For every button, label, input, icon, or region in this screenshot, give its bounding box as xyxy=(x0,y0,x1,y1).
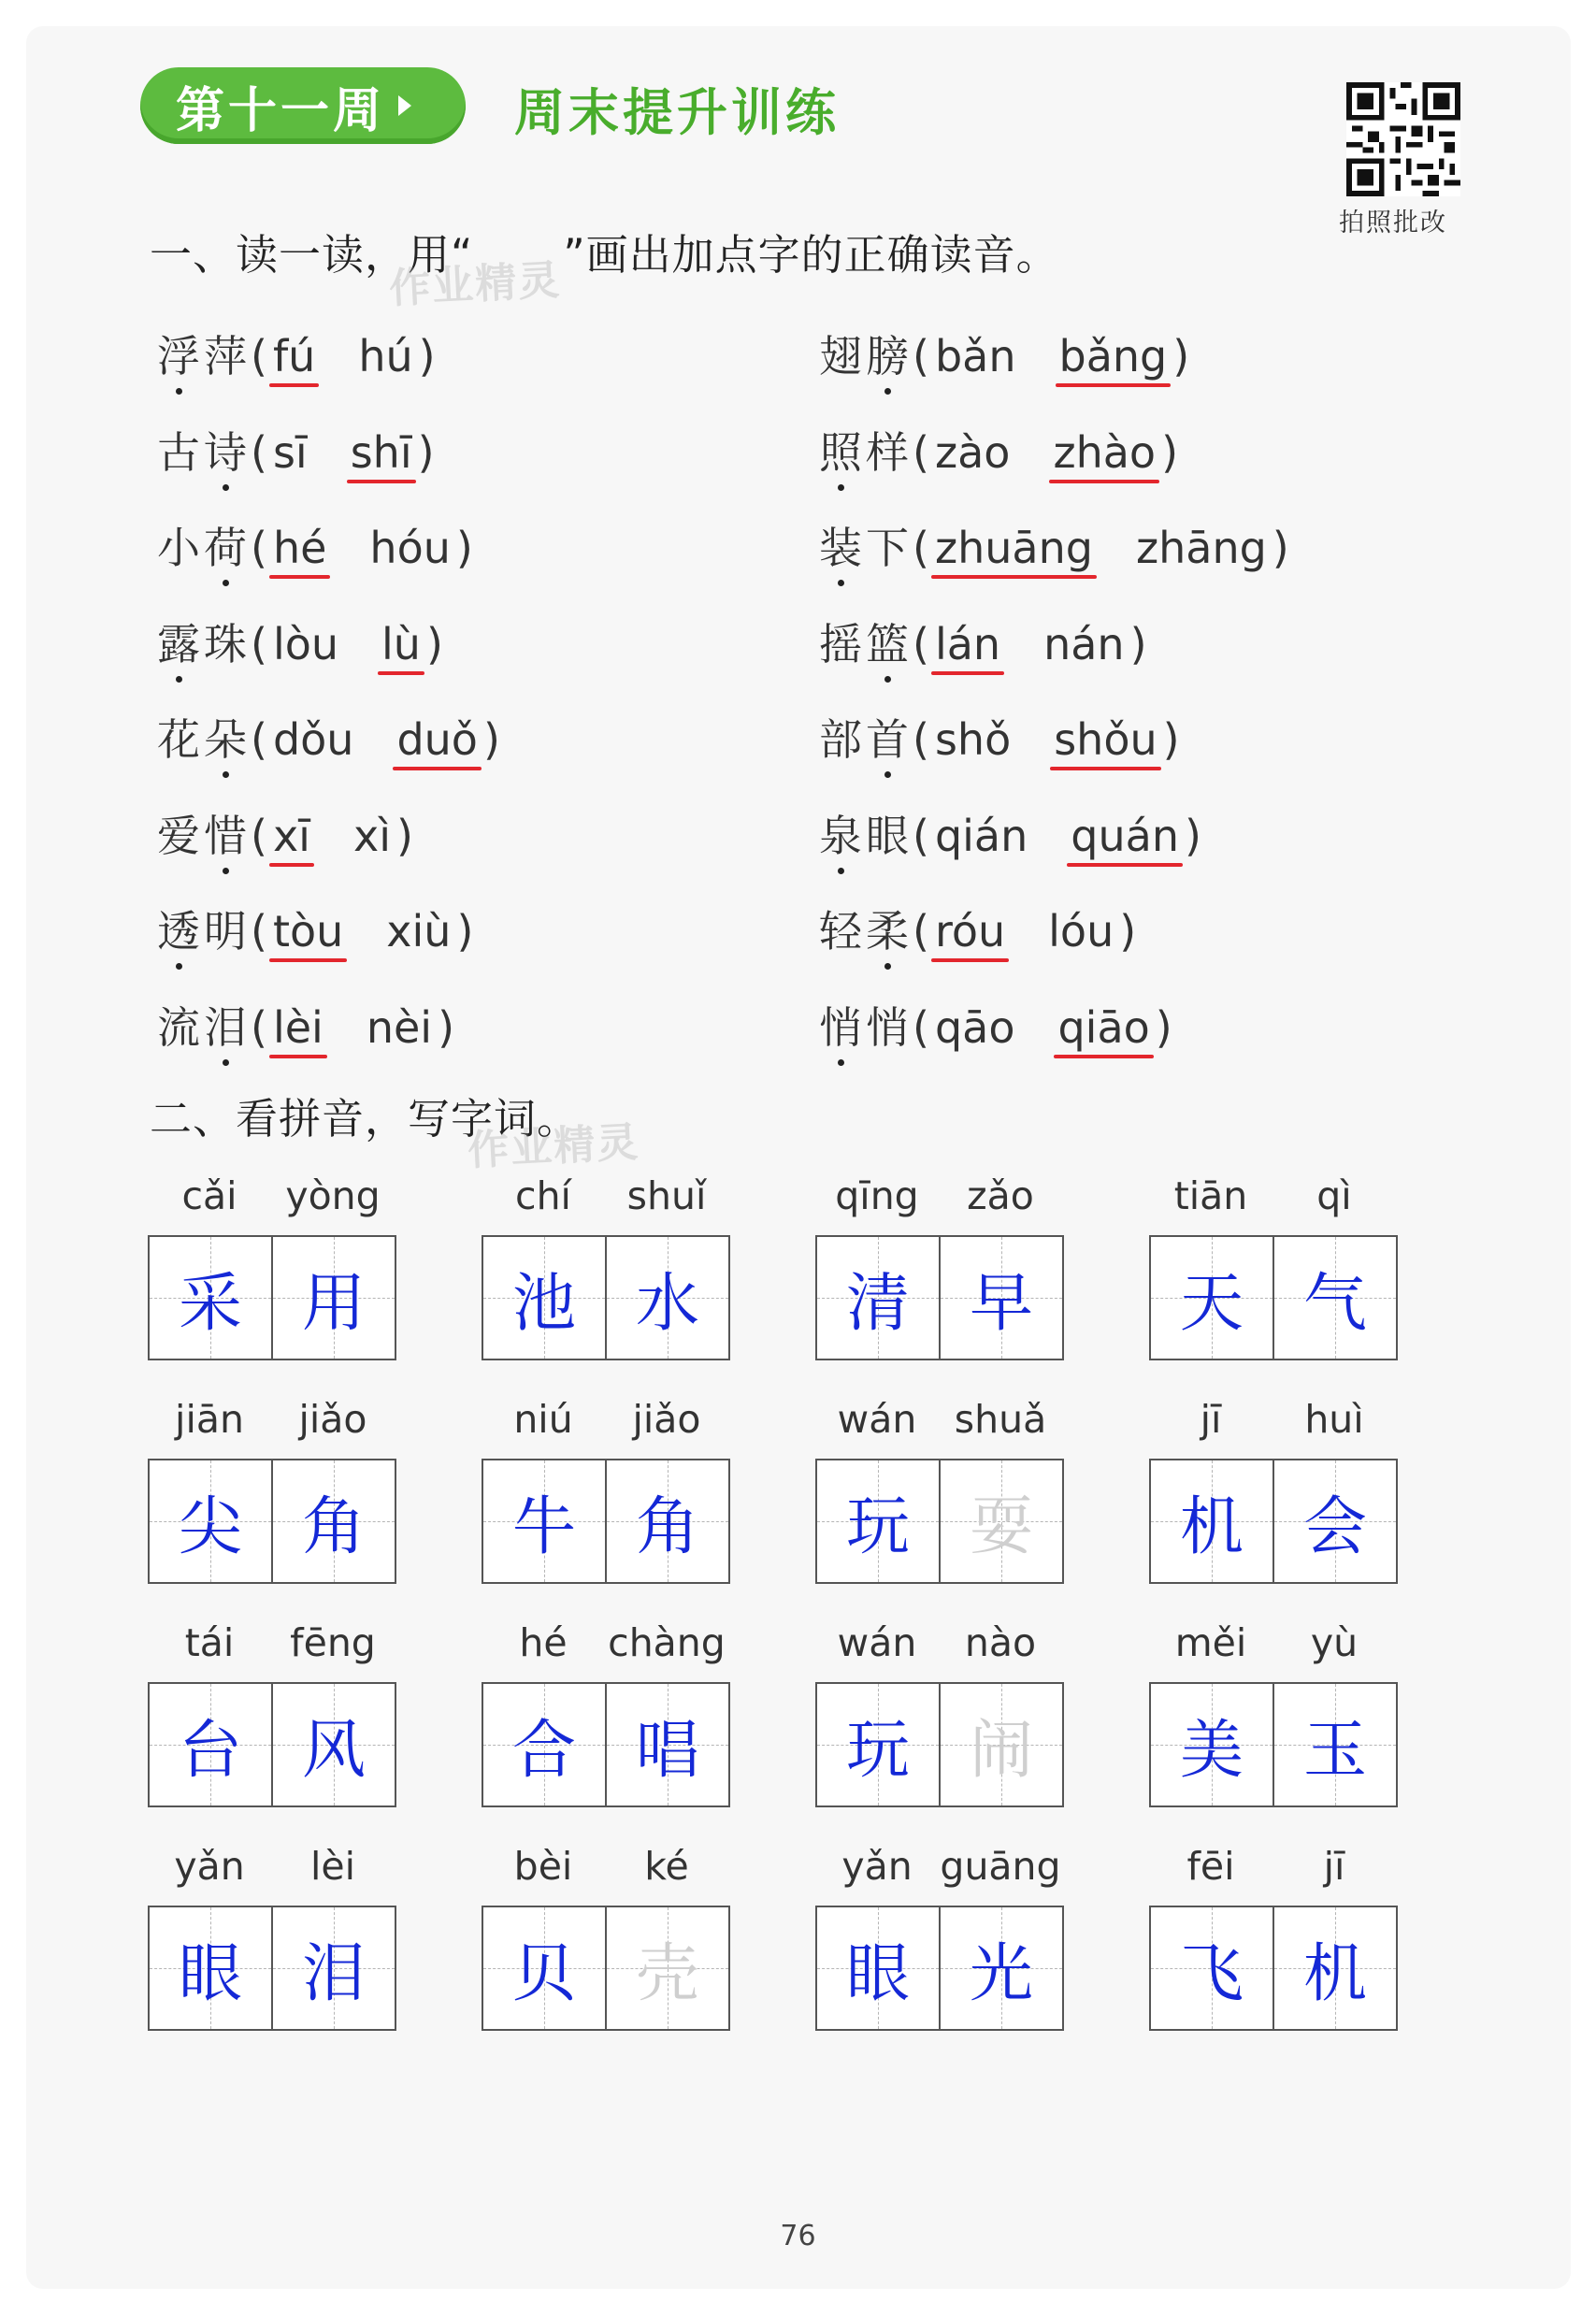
tianzige-boxes xyxy=(815,1459,1064,1584)
answer-char-box[interactable] xyxy=(1272,1237,1396,1359)
section-2-heading: 二、看拼音，写字词。 xyxy=(150,1094,581,1144)
paren-open: ( xyxy=(251,618,267,669)
answer-char-box[interactable] xyxy=(483,1237,605,1359)
paren-open: ( xyxy=(251,810,267,861)
paren-open: ( xyxy=(913,618,929,669)
pinyin-label: yǎn xyxy=(841,1844,913,1889)
answer-char-box[interactable] xyxy=(817,1460,939,1582)
paren-close: ) xyxy=(395,810,413,861)
item-word: 浮萍 xyxy=(157,331,251,381)
section-1-heading xyxy=(150,221,1059,281)
watermark-2: 作业精灵 xyxy=(467,1118,641,1175)
play-arrow-icon xyxy=(398,95,411,116)
pinyin-label: lèi xyxy=(309,1844,355,1889)
pinyin-label: bèi xyxy=(513,1844,573,1889)
pinyin-row xyxy=(1149,1397,1396,1444)
paren-open: ( xyxy=(913,810,929,861)
paren-open: ( xyxy=(251,714,267,765)
answer-char-box[interactable] xyxy=(1151,1684,1272,1805)
emphasis-dot xyxy=(838,580,844,586)
pinyin-label: chí xyxy=(515,1173,571,1218)
answer-char-box[interactable] xyxy=(271,1460,395,1582)
pinyin-option[interactable]: hú xyxy=(358,331,413,381)
answer-char-box[interactable] xyxy=(605,1460,728,1582)
paren-close: ) xyxy=(1272,523,1289,573)
written-character: 眼 xyxy=(178,1936,242,2011)
week-badge xyxy=(140,67,466,144)
pinyin-option[interactable]: qián xyxy=(934,810,1028,861)
answer-char-box[interactable] xyxy=(1272,1460,1396,1582)
answer-char-box[interactable] xyxy=(939,1907,1062,2029)
written-character: 气 xyxy=(1302,1266,1367,1341)
answer-char-box[interactable] xyxy=(1151,1237,1272,1359)
tianzige-boxes xyxy=(482,1235,730,1360)
paren-open: ( xyxy=(251,1001,267,1053)
paren-open: ( xyxy=(913,714,929,765)
answer-char-box[interactable] xyxy=(483,1684,605,1805)
pinyin-choice-item xyxy=(819,706,1180,768)
pinyin-label: chàng xyxy=(608,1620,726,1665)
item-word: 翅膀 xyxy=(819,331,913,381)
written-character: 唱 xyxy=(635,1713,699,1788)
answer-char-box[interactable] xyxy=(150,1237,271,1359)
pinyin-label: wán xyxy=(837,1620,917,1665)
correct-pinyin-option[interactable]: tòu xyxy=(272,906,344,957)
pinyin-label: huì xyxy=(1304,1397,1364,1442)
paren-open: ( xyxy=(913,426,929,478)
pinyin-option[interactable]: nèi xyxy=(366,1001,433,1053)
pinyin-row xyxy=(815,1397,1062,1444)
pinyin-choice-item xyxy=(157,706,500,768)
answer-char-box[interactable] xyxy=(939,1237,1062,1359)
pinyin-label: tái xyxy=(184,1620,235,1665)
pinyin-option[interactable]: zào xyxy=(934,426,1011,478)
answer-char-box[interactable] xyxy=(483,1907,605,2029)
pinyin-choice-item xyxy=(819,323,1189,384)
tracing-char-box[interactable] xyxy=(939,1684,1062,1805)
answer-char-box[interactable] xyxy=(1272,1907,1396,2029)
pinyin-choice-item xyxy=(157,323,436,384)
item-word: 古诗 xyxy=(157,427,251,478)
written-character: 眼 xyxy=(845,1936,910,2011)
pinyin-label: jiǎo xyxy=(632,1397,701,1442)
pinyin-option[interactable]: lóu xyxy=(1048,906,1114,957)
written-character: 机 xyxy=(1179,1489,1244,1564)
tianzige-boxes xyxy=(815,1682,1064,1807)
pinyin-choice-item xyxy=(819,419,1178,481)
written-character: 玩 xyxy=(845,1489,910,1564)
written-character: 美 xyxy=(1179,1713,1244,1788)
paren-open: ( xyxy=(913,523,929,573)
week-label: 第十一周 xyxy=(176,82,386,139)
paren-close: ) xyxy=(1162,714,1180,765)
written-character: 采 xyxy=(178,1266,242,1341)
item-word: 透明 xyxy=(157,906,251,957)
paren-close: ) xyxy=(456,906,474,957)
pinyin-label: hé xyxy=(519,1620,568,1665)
page-number: 76 xyxy=(780,2220,816,2252)
pinyin-option[interactable]: xiù xyxy=(386,906,452,957)
pinyin-row xyxy=(482,1173,728,1220)
paren-close: ) xyxy=(1155,1001,1172,1053)
pinyin-row xyxy=(815,1844,1062,1891)
correct-pinyin-option[interactable]: zhuāng xyxy=(934,523,1093,573)
item-word: 小荷 xyxy=(157,523,251,573)
answer-char-box[interactable] xyxy=(605,1684,728,1805)
written-character: 角 xyxy=(301,1489,366,1564)
item-word: 花朵 xyxy=(157,714,251,765)
correct-pinyin-option[interactable]: duǒ xyxy=(396,714,478,765)
correct-pinyin-option[interactable]: zhào xyxy=(1053,426,1157,478)
paren-open: ( xyxy=(913,1001,929,1053)
pinyin-row xyxy=(148,1173,395,1220)
correct-pinyin-option[interactable]: lèi xyxy=(272,1001,324,1053)
pinyin-label: yòng xyxy=(285,1173,381,1218)
correct-pinyin-option[interactable]: qiāo xyxy=(1057,1001,1150,1053)
written-character: 用 xyxy=(301,1266,366,1341)
pinyin-option[interactable]: xì xyxy=(352,810,391,861)
answer-char-box[interactable] xyxy=(817,1237,939,1359)
pinyin-label: shuǎ xyxy=(954,1397,1047,1442)
answer-char-box[interactable] xyxy=(271,1907,395,2029)
pinyin-row xyxy=(815,1620,1062,1667)
paren-open: ( xyxy=(913,906,929,957)
pinyin-label: jī xyxy=(1200,1397,1222,1442)
written-character: 玉 xyxy=(1302,1713,1367,1788)
written-character: 壳 xyxy=(635,1936,699,2011)
pinyin-row xyxy=(482,1620,728,1667)
written-character: 牛 xyxy=(511,1489,576,1564)
paren-open: ( xyxy=(251,906,267,957)
paren-close: ) xyxy=(1172,331,1190,381)
tianzige-boxes xyxy=(815,1906,1064,2031)
emphasis-dot xyxy=(838,484,844,491)
paren-close: ) xyxy=(425,618,443,669)
page-title: 周末提升训练 xyxy=(514,83,840,142)
emphasis-dot xyxy=(884,771,891,778)
item-word: 露珠 xyxy=(157,619,251,669)
paren-close: ) xyxy=(482,714,500,765)
written-character: 机 xyxy=(1302,1936,1367,2011)
correct-pinyin-option[interactable]: shǒu xyxy=(1054,714,1157,765)
pinyin-label: yǎn xyxy=(174,1844,245,1889)
pinyin-choice-item xyxy=(157,994,454,1056)
pinyin-label: fēi xyxy=(1186,1844,1235,1889)
correct-pinyin-option[interactable]: hé xyxy=(272,523,327,573)
tianzige-boxes xyxy=(148,1682,396,1807)
pinyin-option[interactable]: bǎn xyxy=(934,331,1016,381)
written-character: 耍 xyxy=(969,1489,1033,1564)
answer-char-box[interactable] xyxy=(1151,1907,1272,2029)
paren-open: ( xyxy=(251,523,267,573)
written-character: 贝 xyxy=(511,1936,576,2011)
written-character: 飞 xyxy=(1179,1936,1244,2011)
emphasis-dot xyxy=(223,484,229,491)
paren-open: ( xyxy=(251,331,267,381)
pinyin-row xyxy=(482,1397,728,1444)
pinyin-option[interactable]: hóu xyxy=(369,523,451,573)
item-word: 泉眼 xyxy=(819,811,913,861)
pinyin-label: ké xyxy=(644,1844,689,1889)
item-word: 爱惜 xyxy=(157,811,251,861)
tianzige-boxes xyxy=(1149,1235,1398,1360)
tracing-char-box[interactable] xyxy=(939,1460,1062,1582)
tianzige-boxes xyxy=(815,1235,1064,1360)
emphasis-dot xyxy=(176,676,182,683)
tianzige-boxes xyxy=(148,1459,396,1584)
answer-char-box[interactable] xyxy=(1151,1460,1272,1582)
pinyin-option[interactable]: shǒ xyxy=(934,714,1012,765)
item-word: 装下 xyxy=(819,523,913,573)
pinyin-label: jiān xyxy=(175,1397,244,1442)
qr-caption: 拍照批改 xyxy=(1339,209,1447,237)
item-word: 流泪 xyxy=(157,1002,251,1053)
section-1-heading-before: 一、读一读，用“ xyxy=(150,230,474,280)
pinyin-option[interactable]: dǒu xyxy=(272,714,354,765)
paren-open: ( xyxy=(913,331,929,381)
pinyin-label: tiān xyxy=(1173,1173,1248,1218)
answer-char-box[interactable] xyxy=(271,1684,395,1805)
correct-pinyin-option[interactable]: fú xyxy=(272,331,316,381)
tianzige-boxes xyxy=(1149,1906,1398,2031)
pinyin-choice-item xyxy=(157,802,413,864)
written-character: 角 xyxy=(635,1489,699,1564)
answer-char-box[interactable] xyxy=(817,1907,939,2029)
pinyin-choice-item xyxy=(819,898,1136,959)
answer-char-box[interactable] xyxy=(150,1684,271,1805)
emphasis-dot xyxy=(838,868,844,874)
pinyin-choice-item xyxy=(819,611,1147,672)
paren-close: ) xyxy=(1119,906,1137,957)
emphasis-dot xyxy=(223,580,229,586)
pinyin-row xyxy=(482,1844,728,1891)
pinyin-row xyxy=(1149,1844,1396,1891)
pinyin-row xyxy=(815,1173,1062,1220)
pinyin-choice-item xyxy=(819,514,1289,576)
pinyin-label: zǎo xyxy=(967,1173,1034,1218)
written-character: 风 xyxy=(301,1713,366,1788)
item-word: 照样 xyxy=(819,427,913,478)
paren-close: ) xyxy=(1184,810,1201,861)
item-word: 部首 xyxy=(819,714,913,765)
answer-char-box[interactable] xyxy=(483,1460,605,1582)
pinyin-label: qīng xyxy=(835,1173,919,1218)
qr-code-icon[interactable] xyxy=(1346,82,1460,196)
correct-pinyin-option[interactable]: xī xyxy=(272,810,310,861)
tianzige-boxes xyxy=(482,1906,730,2031)
written-character: 清 xyxy=(845,1266,910,1341)
answer-char-box[interactable] xyxy=(150,1460,271,1582)
written-character: 天 xyxy=(1179,1266,1244,1341)
answer-char-box[interactable] xyxy=(1272,1684,1396,1805)
written-character: 合 xyxy=(511,1713,576,1788)
correct-pinyin-option[interactable]: quán xyxy=(1071,810,1179,861)
emphasis-dot xyxy=(838,1059,844,1066)
tianzige-boxes xyxy=(148,1235,396,1360)
pinyin-choice-item xyxy=(157,514,473,576)
pinyin-choice-item xyxy=(819,994,1172,1056)
answer-char-box[interactable] xyxy=(150,1907,271,2029)
emphasis-dot xyxy=(884,676,891,683)
pinyin-row xyxy=(1149,1620,1396,1667)
tianzige-boxes xyxy=(482,1459,730,1584)
emphasis-dot xyxy=(884,963,891,970)
pinyin-label: cǎi xyxy=(181,1173,237,1218)
emphasis-dot xyxy=(223,1059,229,1066)
pinyin-label: guāng xyxy=(940,1844,1061,1889)
written-character: 早 xyxy=(969,1266,1033,1341)
written-character: 闹 xyxy=(969,1713,1033,1788)
emphasis-dot xyxy=(223,868,229,874)
item-word: 摇篮 xyxy=(819,619,913,669)
item-word: 轻柔 xyxy=(819,906,913,957)
pinyin-label: yù xyxy=(1310,1620,1359,1665)
pinyin-label: shuǐ xyxy=(626,1173,707,1218)
pinyin-choice-item xyxy=(157,419,435,481)
tianzige-boxes xyxy=(1149,1459,1398,1584)
pinyin-option[interactable]: nán xyxy=(1043,618,1125,669)
pinyin-row xyxy=(1149,1173,1396,1220)
written-character: 会 xyxy=(1302,1489,1367,1564)
correct-pinyin-option[interactable]: róu xyxy=(934,906,1006,957)
written-character: 玩 xyxy=(845,1713,910,1788)
paren-close: ) xyxy=(455,523,473,573)
tianzige-boxes xyxy=(482,1682,730,1807)
emphasis-dot xyxy=(176,388,182,395)
pinyin-choice-item xyxy=(157,611,443,672)
correct-pinyin-option[interactable]: bǎng xyxy=(1058,331,1168,381)
pinyin-option[interactable]: sī xyxy=(272,426,308,478)
written-character: 池 xyxy=(511,1266,576,1341)
written-character: 台 xyxy=(178,1713,242,1788)
pinyin-label: wán xyxy=(837,1397,917,1442)
written-character: 尖 xyxy=(178,1489,242,1564)
written-character: 水 xyxy=(635,1266,699,1341)
tracing-char-box[interactable] xyxy=(605,1907,728,2029)
paren-close: ) xyxy=(1129,618,1147,669)
pinyin-choice-item xyxy=(157,898,473,959)
pinyin-choice-item xyxy=(819,802,1201,864)
correct-pinyin-option[interactable]: lán xyxy=(934,618,1001,669)
answer-char-box[interactable] xyxy=(271,1237,395,1359)
answer-char-box[interactable] xyxy=(817,1684,939,1805)
paren-close: ) xyxy=(417,426,435,478)
pinyin-label: fēng xyxy=(290,1620,376,1665)
paren-close: ) xyxy=(1161,426,1179,478)
paren-open: ( xyxy=(251,426,267,478)
answer-char-box[interactable] xyxy=(605,1237,728,1359)
pinyin-label: měi xyxy=(1174,1620,1247,1665)
paren-close: ) xyxy=(438,1001,455,1053)
emphasis-dot xyxy=(884,388,891,395)
section-1-heading-after: ”画出加点字的正确读音。 xyxy=(563,230,1059,280)
paren-close: ) xyxy=(418,331,436,381)
pinyin-label: nào xyxy=(964,1620,1037,1665)
pinyin-label: niú xyxy=(513,1397,573,1442)
pinyin-option[interactable]: zhāng xyxy=(1135,523,1267,573)
item-word: 悄悄 xyxy=(819,1002,913,1053)
written-character: 光 xyxy=(969,1936,1033,2011)
emphasis-dot xyxy=(223,771,229,778)
correct-pinyin-option[interactable]: lù xyxy=(381,618,421,669)
watermark: 作业精灵 xyxy=(388,256,563,313)
correct-pinyin-option[interactable]: shī xyxy=(350,426,412,478)
pinyin-option[interactable]: lòu xyxy=(272,618,339,669)
tianzige-boxes xyxy=(1149,1682,1398,1807)
emphasis-dot xyxy=(176,963,182,970)
pinyin-row xyxy=(148,1844,395,1891)
pinyin-row xyxy=(148,1620,395,1667)
written-character: 泪 xyxy=(301,1936,366,2011)
pinyin-label: jiǎo xyxy=(298,1397,367,1442)
tianzige-boxes xyxy=(148,1906,396,2031)
pinyin-label: qì xyxy=(1316,1173,1352,1218)
pinyin-option[interactable]: qāo xyxy=(934,1001,1015,1053)
pinyin-row xyxy=(148,1397,395,1444)
pinyin-label: jī xyxy=(1323,1844,1345,1889)
